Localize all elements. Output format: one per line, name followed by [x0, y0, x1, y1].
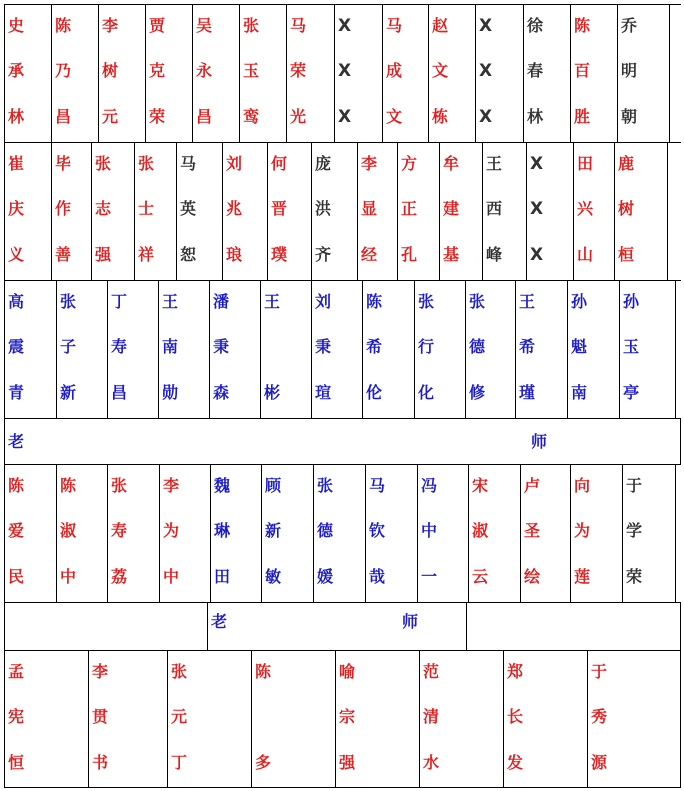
- name-char: 承: [8, 61, 25, 80]
- name-char: 亭: [623, 383, 640, 402]
- name-char: 兆: [226, 199, 243, 218]
- name-char: 善: [55, 245, 72, 264]
- name-char: 昌: [55, 107, 72, 126]
- teacher-label-right: 师: [531, 432, 548, 451]
- name-char: 琳: [214, 521, 231, 540]
- name-char: 义: [8, 245, 25, 264]
- name-char: 张: [95, 154, 112, 173]
- name-char: 震: [8, 337, 25, 356]
- name-char: 寿: [111, 337, 128, 356]
- name-char: 发: [507, 753, 524, 772]
- name-char: 毕: [55, 154, 72, 173]
- name-char: 方: [401, 154, 418, 173]
- name-char: 晋: [271, 199, 288, 218]
- name-char: 孙: [571, 292, 588, 311]
- name-cell: [177, 143, 223, 280]
- name-char: 陈: [8, 476, 25, 495]
- name-cell: [440, 143, 483, 280]
- name-char: 荣: [149, 107, 166, 126]
- name-char: 恒: [8, 753, 25, 772]
- name-char: 乔: [621, 16, 638, 35]
- name-cell: [314, 465, 366, 602]
- name-char: 陈: [60, 476, 77, 495]
- name-char: 峰: [486, 245, 503, 264]
- name-char: 云: [472, 567, 489, 586]
- name-cell: [524, 5, 571, 142]
- name-char: 元: [171, 707, 188, 726]
- name-char: 瑾: [519, 383, 536, 402]
- name-char: 王: [519, 292, 536, 311]
- name-char: 魏: [214, 476, 231, 495]
- name-char: 田: [577, 154, 594, 173]
- name-char: 化: [418, 383, 435, 402]
- name-cell: [159, 281, 210, 418]
- name-char: 秉: [213, 337, 230, 356]
- name-char: 宗: [339, 707, 356, 726]
- name-char: 马: [290, 16, 307, 35]
- name-char: 喻: [339, 662, 356, 681]
- name-char: 鹿: [618, 154, 635, 173]
- name-char: 钦: [369, 521, 386, 540]
- name-char: 圣: [524, 521, 541, 540]
- name-char: X: [530, 199, 544, 219]
- name-char: 南: [162, 337, 179, 356]
- name-char: 徐: [527, 16, 544, 35]
- name-char: 范: [423, 662, 440, 681]
- name-char: 冯: [421, 476, 438, 495]
- name-char: 源: [591, 753, 608, 772]
- name-cell: [5, 651, 89, 787]
- roster-row-2: [4, 142, 681, 280]
- name-char: 刘: [315, 292, 332, 311]
- name-cell: [223, 143, 268, 280]
- name-char: 德: [469, 337, 486, 356]
- name-cell: [527, 143, 574, 280]
- name-char: 作: [55, 199, 72, 218]
- name-char: 多: [255, 753, 272, 772]
- name-cell: [99, 5, 146, 142]
- name-cell: [312, 281, 363, 418]
- name-cell: [5, 143, 52, 280]
- name-cell: [521, 465, 571, 602]
- name-char: 为: [163, 521, 180, 540]
- name-char: 张: [469, 292, 486, 311]
- name-cell: [160, 465, 211, 602]
- name-cell: [5, 5, 52, 142]
- name-char: 淑: [472, 521, 489, 540]
- name-char: 正: [401, 199, 418, 218]
- teacher-label-left: 老: [8, 432, 25, 451]
- teacher-row-1: [4, 418, 681, 464]
- name-cell: [252, 651, 336, 787]
- name-char: 张: [111, 476, 128, 495]
- name-char: 陈: [574, 16, 591, 35]
- name-char: 志: [95, 199, 112, 218]
- name-cell: [615, 143, 668, 280]
- name-char: X: [338, 16, 352, 36]
- name-char: 一: [421, 567, 438, 586]
- name-cell: [335, 5, 383, 142]
- name-char: 寿: [111, 521, 128, 540]
- name-char: 新: [265, 521, 282, 540]
- name-char: 桓: [618, 245, 635, 264]
- name-char: 高: [8, 292, 25, 311]
- name-char: 中: [60, 567, 77, 586]
- name-cell: [366, 465, 418, 602]
- name-char: 宪: [8, 707, 25, 726]
- name-char: 媛: [317, 567, 334, 586]
- name-cell: [240, 5, 287, 142]
- name-cell: [193, 5, 240, 142]
- name-char: 陈: [55, 16, 72, 35]
- name-char: 希: [366, 337, 383, 356]
- name-cell: [262, 465, 314, 602]
- name-cell: [620, 281, 676, 418]
- name-char: 李: [92, 662, 109, 681]
- name-char: 张: [418, 292, 435, 311]
- name-cell: [363, 281, 415, 418]
- teacher2-label-left: 老: [211, 612, 228, 631]
- name-char: 于: [591, 662, 608, 681]
- name-char: 青: [8, 383, 25, 402]
- name-char: 英: [180, 199, 197, 218]
- teacher-blank-left: [5, 603, 208, 650]
- name-char: X: [338, 61, 352, 81]
- name-char: 孟: [8, 662, 25, 681]
- name-char: 贯: [92, 707, 109, 726]
- name-char: 子: [60, 337, 77, 356]
- name-char: 陈: [255, 662, 272, 681]
- name-char: 元: [102, 107, 119, 126]
- name-char: 为: [574, 521, 591, 540]
- name-char: 兴: [577, 199, 594, 218]
- name-char: 树: [618, 199, 635, 218]
- name-char: 田: [214, 567, 231, 586]
- name-char: 莲: [574, 567, 591, 586]
- name-char: 鸾: [243, 107, 260, 126]
- name-cell: [5, 281, 57, 418]
- name-cell: [568, 281, 620, 418]
- name-char: 马: [369, 476, 386, 495]
- name-char: 成: [386, 61, 403, 80]
- name-char: 明: [621, 61, 638, 80]
- name-cell: [504, 651, 588, 787]
- name-char: 西: [486, 199, 503, 218]
- roster-table: [4, 4, 681, 788]
- roster-row-1: [4, 4, 681, 142]
- name-char: 显: [361, 199, 378, 218]
- name-cell: [383, 5, 429, 142]
- name-cell: [483, 143, 527, 280]
- name-char: 文: [432, 61, 449, 80]
- name-char: 魁: [571, 337, 588, 356]
- name-char: 荣: [290, 61, 307, 80]
- name-cell: [146, 5, 193, 142]
- name-char: 马: [386, 16, 403, 35]
- name-cell: [52, 5, 99, 142]
- name-char: 于: [626, 476, 643, 495]
- name-char: 强: [95, 245, 112, 264]
- name-char: 强: [339, 753, 356, 772]
- name-cell: [469, 465, 521, 602]
- name-char: 卢: [524, 476, 541, 495]
- name-cell: [211, 465, 262, 602]
- name-char: 昌: [196, 107, 213, 126]
- teacher-row-2: [4, 602, 681, 650]
- name-char: X: [338, 107, 352, 127]
- name-char: 光: [290, 107, 307, 126]
- name-char: 王: [486, 154, 503, 173]
- name-cell: [108, 281, 159, 418]
- name-char: 宋: [472, 476, 489, 495]
- name-cell: [261, 281, 312, 418]
- name-char: 吴: [196, 16, 213, 35]
- name-char: 昌: [111, 383, 128, 402]
- name-char: 行: [418, 337, 435, 356]
- name-cell: [623, 465, 676, 602]
- name-char: 史: [8, 16, 25, 35]
- name-char: 士: [138, 199, 155, 218]
- name-char: 王: [264, 292, 281, 311]
- name-char: 中: [421, 521, 438, 540]
- name-char: 顾: [265, 476, 282, 495]
- name-char: 林: [8, 107, 25, 126]
- name-char: 书: [92, 753, 109, 772]
- name-char: X: [530, 154, 544, 174]
- name-char: 孔: [401, 245, 418, 264]
- name-char: 李: [102, 16, 119, 35]
- name-char: 学: [626, 521, 643, 540]
- name-char: 何: [271, 154, 288, 173]
- name-cell: [5, 465, 57, 602]
- name-char: 春: [527, 61, 544, 80]
- name-char: 齐: [315, 245, 332, 264]
- name-char: 荣: [626, 567, 643, 586]
- name-cell: [108, 465, 160, 602]
- teacher-blank-right: [467, 603, 681, 650]
- name-char: 璞: [271, 245, 288, 264]
- name-char: 丁: [171, 753, 188, 772]
- name-char: 向: [574, 476, 591, 495]
- name-cell: [420, 651, 504, 787]
- name-char: 永: [196, 61, 213, 80]
- name-char: 荔: [111, 567, 128, 586]
- name-char: 李: [361, 154, 378, 173]
- name-char: 贾: [149, 16, 166, 35]
- name-char: 敏: [265, 567, 282, 586]
- name-char: 绘: [524, 567, 541, 586]
- name-char: 庞: [315, 154, 332, 173]
- name-char: 王: [162, 292, 179, 311]
- name-char: 修: [469, 383, 486, 402]
- name-char: 山: [577, 245, 594, 264]
- name-char: 中: [163, 567, 180, 586]
- name-char: 恕: [180, 245, 197, 264]
- name-cell: [358, 143, 398, 280]
- name-char: 乃: [55, 61, 72, 80]
- name-char: 水: [423, 753, 440, 772]
- name-char: 孙: [623, 292, 640, 311]
- name-char: 爱: [8, 521, 25, 540]
- name-cell: [57, 281, 108, 418]
- name-char: 刘: [226, 154, 243, 173]
- name-char: 张: [171, 662, 188, 681]
- name-char: 洪: [315, 199, 332, 218]
- name-char: 百: [574, 61, 591, 80]
- name-char: 马: [180, 154, 197, 173]
- name-char: 文: [386, 107, 403, 126]
- name-cell: [571, 5, 618, 142]
- name-char: 清: [423, 707, 440, 726]
- name-char: 玉: [623, 337, 640, 356]
- name-cell: [574, 143, 615, 280]
- name-char: 南: [571, 383, 588, 402]
- name-char: X: [479, 107, 493, 127]
- roster-row-5: [4, 650, 681, 788]
- name-char: 李: [163, 476, 180, 495]
- name-char: 潘: [213, 292, 230, 311]
- name-cell: [571, 465, 623, 602]
- name-char: 勋: [162, 383, 179, 402]
- name-char: 赵: [432, 16, 449, 35]
- name-cell: [268, 143, 312, 280]
- name-char: 伦: [366, 383, 383, 402]
- name-char: 经: [361, 245, 378, 264]
- teacher-cell-2: [208, 603, 467, 650]
- name-cell: [89, 651, 168, 787]
- name-cell: [52, 143, 92, 280]
- name-char: 朝: [621, 107, 638, 126]
- name-char: 基: [443, 245, 460, 264]
- name-char: 庆: [8, 199, 25, 218]
- name-char: X: [530, 245, 544, 265]
- name-char: 秀: [591, 707, 608, 726]
- name-char: 长: [507, 707, 524, 726]
- name-char: 张: [60, 292, 77, 311]
- name-cell: [287, 5, 335, 142]
- name-char: 张: [317, 476, 334, 495]
- name-char: 牟: [443, 154, 460, 173]
- name-char: 玉: [243, 61, 260, 80]
- name-char: 祥: [138, 245, 155, 264]
- name-cell: [92, 143, 135, 280]
- name-char: 建: [443, 199, 460, 218]
- name-char: X: [479, 16, 493, 36]
- name-char: 丁: [111, 292, 128, 311]
- name-char: 张: [138, 154, 155, 173]
- name-cell: [516, 281, 568, 418]
- name-char: 瑄: [315, 383, 332, 402]
- name-cell: [398, 143, 440, 280]
- name-cell: [618, 5, 670, 142]
- roster-row-4: [4, 464, 681, 602]
- name-char: 森: [213, 383, 230, 402]
- name-char: 秉: [315, 337, 332, 356]
- name-char: 彬: [264, 383, 281, 402]
- name-cell: [57, 465, 108, 602]
- name-char: 陈: [366, 292, 383, 311]
- roster-row-3: [4, 280, 681, 418]
- name-cell: [466, 281, 516, 418]
- name-cell: [429, 5, 476, 142]
- name-cell: [312, 143, 358, 280]
- name-char: 栋: [432, 107, 449, 126]
- name-cell: [336, 651, 420, 787]
- name-char: 新: [60, 383, 77, 402]
- name-char: 克: [149, 61, 166, 80]
- teacher2-label-right: 师: [402, 612, 419, 631]
- name-cell: [588, 651, 681, 787]
- name-char: 林: [527, 107, 544, 126]
- name-cell: [415, 281, 466, 418]
- name-char: 琅: [226, 245, 243, 264]
- name-cell: [418, 465, 469, 602]
- name-cell: [168, 651, 252, 787]
- name-char: 哉: [369, 567, 386, 586]
- name-char: 张: [243, 16, 260, 35]
- name-cell: [210, 281, 261, 418]
- name-char: 希: [519, 337, 536, 356]
- name-char: 崔: [8, 154, 25, 173]
- name-char: 淑: [60, 521, 77, 540]
- name-char: 德: [317, 521, 334, 540]
- name-char: 树: [102, 61, 119, 80]
- name-char: X: [479, 61, 493, 81]
- name-char: 胜: [574, 107, 591, 126]
- name-cell: [476, 5, 524, 142]
- name-char: 民: [8, 567, 25, 586]
- teacher-cell: [5, 419, 681, 464]
- name-char: 郑: [507, 662, 524, 681]
- name-cell: [135, 143, 177, 280]
